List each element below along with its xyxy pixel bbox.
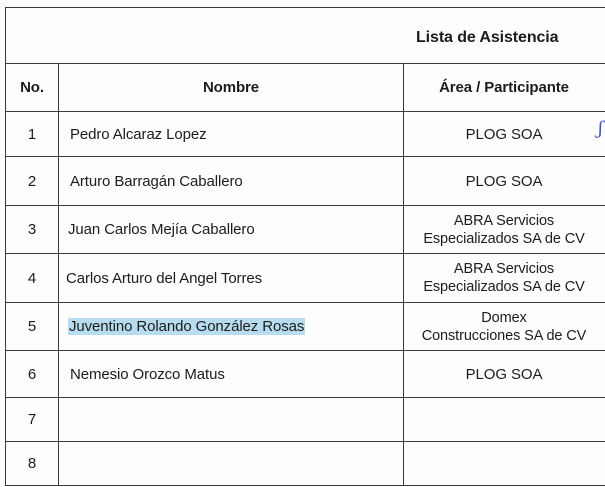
row-area: PLOG SOA: [465, 365, 543, 383]
row-area: [404, 442, 604, 485]
pen-mark: ʃ: [598, 118, 603, 139]
highlighted-name: Juventino Rolando González Rosas: [69, 318, 305, 335]
header-area: Área / Participante: [439, 79, 569, 96]
header-nombre: Nombre: [202, 79, 260, 96]
row-number: 4: [27, 269, 37, 287]
row-name: Pedro Alcaraz Lopez: [70, 125, 207, 143]
row-area-line: Especializados SA de CV: [423, 279, 585, 295]
row-number: 5: [27, 318, 37, 335]
row-number: 1: [27, 125, 37, 143]
row-area-line: Construcciones SA de CV: [421, 327, 587, 344]
row-number: 6: [27, 365, 37, 383]
row-area-line: ABRA Servicios: [453, 212, 555, 229]
row-name: Nemesio Orozco Matus: [70, 365, 225, 383]
row-number: 2: [27, 172, 37, 190]
row-number: 7: [27, 411, 37, 428]
row-number: 8: [27, 455, 37, 472]
row-name: Arturo Barragán Caballero: [70, 172, 243, 190]
table-border-bottom: [5, 485, 605, 486]
row-area-line: ABRA Servicios: [453, 261, 555, 277]
row-area: PLOG SOA: [465, 172, 543, 190]
row-area: [404, 398, 604, 441]
row-name: Juan Carlos Mejía Caballero: [68, 221, 255, 238]
row-area-line: Domex: [481, 309, 527, 326]
column-rule: [58, 63, 59, 486]
row-area: [404, 206, 604, 253]
row-area: [404, 254, 604, 302]
header-no: No.: [20, 79, 44, 96]
row-area: [404, 303, 604, 350]
row-name: Carlos Arturo del Angel Torres: [66, 269, 262, 287]
row-area-line: Especializados SA de CV: [423, 230, 585, 247]
table-border-top: [5, 7, 605, 8]
page-title: Lista de Asistencia: [416, 29, 559, 46]
row-name: [68, 303, 305, 350]
row-number: 3: [27, 221, 37, 238]
row-area: PLOG SOA: [465, 125, 543, 143]
